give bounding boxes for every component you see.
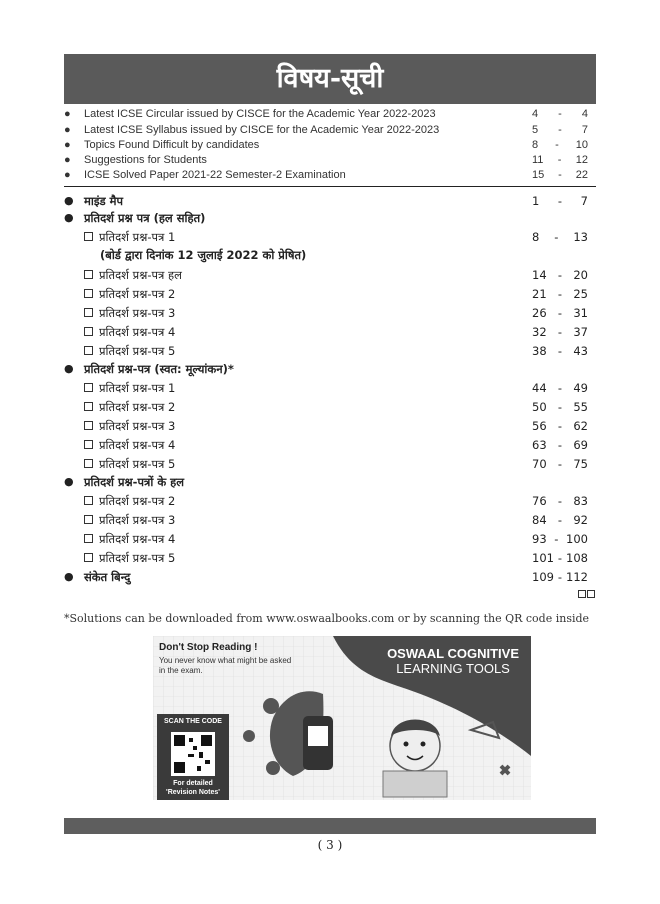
toc-label: प्रतिदर्श प्रश्न-पत्रों के हल (84, 475, 185, 489)
brand-title: OSWAAL COGNITIVE LEARNING TOOLS (387, 646, 519, 676)
toc-label: प्रतिदर्श प्रश्न-पत्र 1 (99, 381, 176, 395)
page-title: विषय-सूची (64, 54, 596, 104)
page-to: 55 (573, 400, 588, 414)
toc-label: संकेत बिन्दु (84, 570, 131, 584)
toc-label: Latest ICSE Circular issued by CISCE for the Academic Year 2022-2023 (84, 108, 436, 120)
page-to: 43 (573, 344, 588, 358)
page-to: 83 (573, 494, 588, 508)
page-to: 10 (575, 139, 588, 151)
page-number: ( 3 ) (317, 838, 343, 852)
page-to: 37 (573, 325, 588, 339)
toc-label: प्रतिदर्श प्रश्न-पत्र 3 (99, 513, 176, 527)
checkbox-icon (84, 270, 93, 279)
page-from: 76 (532, 494, 547, 508)
checkbox-icon (84, 496, 93, 505)
page-from: 109 (532, 570, 554, 584)
icon-circle (243, 730, 255, 742)
page-from: 50 (532, 400, 547, 414)
page-from: 32 (532, 325, 547, 339)
page-from: 14 (532, 268, 547, 282)
page-to: 92 (573, 513, 588, 527)
toc-label: प्रतिदर्श प्रश्न-पत्र 2 (99, 494, 176, 508)
page-from: 4 (532, 108, 539, 120)
page-from: 8 (532, 230, 540, 244)
checkbox-icon (84, 327, 93, 336)
checkbox-icon (84, 289, 93, 298)
page-to: 7 (581, 124, 588, 136)
scan-label: SCAN THE CODE (164, 718, 222, 725)
page-to: 112 (566, 570, 588, 584)
bullet-icon: ● (64, 475, 74, 488)
page-from: 38 (532, 344, 547, 358)
checkbox-icon (84, 459, 93, 468)
toc-label: Suggestions for Students (84, 154, 207, 166)
toc-label: प्रतिदर्श प्रश्न-पत्र हल (99, 268, 182, 282)
icon-circle (266, 761, 280, 775)
page-from: 93 (532, 532, 547, 546)
page-to: 22 (575, 169, 588, 181)
page-to: 75 (573, 457, 588, 471)
plus-icon (501, 766, 509, 774)
toc-label: माइंड मैप (84, 194, 124, 208)
checkbox-icon (84, 308, 93, 317)
toc-label: प्रतिदर्श प्रश्न-पत्र 1 (99, 230, 176, 244)
page-from: 5 (532, 124, 539, 136)
toc-label: Topics Found Difficult by candidates (84, 139, 260, 151)
page-from: 8 (532, 139, 539, 151)
checkbox-icon (84, 440, 93, 449)
page-from: 101 (532, 551, 554, 565)
page-to: 62 (573, 419, 588, 433)
checkbox-icon (84, 515, 93, 524)
checkbox-icon (84, 534, 93, 543)
checkbox-icon (84, 553, 93, 562)
page-from: 70 (532, 457, 547, 471)
page-to: 69 (573, 438, 588, 452)
toc-label: प्रतिदर्श प्रश्न-पत्र 4 (99, 532, 176, 546)
section-divider (64, 186, 596, 187)
checkbox-icon (84, 421, 93, 430)
icon-circle (263, 698, 279, 714)
bullet-icon: ● (64, 154, 71, 166)
page-from: 15 (532, 169, 545, 181)
end-marks (578, 590, 596, 601)
page-to: 12 (575, 154, 588, 166)
page-from: 1 (532, 194, 540, 208)
toc-label: प्रतिदर्श प्रश्न-पत्र 2 (99, 287, 176, 301)
page-to: 31 (573, 306, 588, 320)
bullet-icon: ● (64, 570, 74, 583)
toc-label: प्रतिदर्श प्रश्न पत्र (हल सहित) (84, 211, 206, 225)
page-from: 84 (532, 513, 547, 527)
checkbox-icon (84, 402, 93, 411)
bullet-icon: ● (64, 124, 71, 136)
page-to: 100 (566, 532, 588, 546)
promo-banner[interactable] (153, 636, 531, 800)
checkbox-icon (84, 383, 93, 392)
toc-label: प्रतिदर्श प्रश्न-पत्र 3 (99, 419, 176, 433)
page-to: 108 (566, 551, 588, 565)
page-to: 20 (573, 268, 588, 282)
checkbox-icon (84, 232, 93, 241)
toc-label: प्रतिदर्श प्रश्न-पत्र 4 (99, 325, 176, 339)
bullet-icon: ● (64, 108, 71, 120)
page-to: 4 (581, 108, 588, 120)
bullet-icon: ● (64, 211, 74, 224)
bullet-icon: ● (64, 194, 74, 207)
page-to: 7 (580, 194, 588, 208)
revision-notes-label: For detailed 'Revision Notes' (166, 780, 220, 796)
toc-label: प्रतिदर्श प्रश्न-पत्र 5 (99, 457, 176, 471)
promo-subline: You never know what might be asked in the exam. (159, 656, 292, 675)
page-from: 63 (532, 438, 547, 452)
square-icon (587, 590, 595, 598)
page-to: 49 (573, 381, 588, 395)
toc-label: प्रतिदर्श प्रश्न-पत्र 4 (99, 438, 176, 452)
page-from: 21 (532, 287, 547, 301)
toc-label: प्रतिदर्श प्रश्न-पत्र 3 (99, 306, 176, 320)
footer-bar (64, 818, 596, 834)
solutions-note: *Solutions can be downloaded from www.oswaalbooks.com or by scanning the QR code inside (64, 612, 590, 625)
toc-label: ICSE Solved Paper 2021-22 Semester-2 Examination (84, 169, 346, 181)
page-from: 44 (532, 381, 547, 395)
toc-label: प्रतिदर्श प्रश्न-पत्र 2 (99, 400, 176, 414)
promo-headline: Don't Stop Reading ! (159, 642, 258, 653)
page-to: 25 (573, 287, 588, 301)
page-from: 56 (532, 419, 547, 433)
checkbox-icon (84, 346, 93, 355)
book-icon (383, 771, 447, 797)
toc-label: Latest ICSE Syllabus issued by CISCE for the Academic Year 2022-2023 (84, 124, 440, 136)
toc-label: प्रतिदर्श प्रश्न-पत्र 5 (99, 551, 176, 565)
toc-label: प्रतिदर्श प्रश्न-पत्र (स्वत: मूल्यांकन)* (84, 362, 234, 376)
bullet-icon: ● (64, 362, 74, 375)
bullet-icon: ● (64, 139, 71, 151)
bullet-icon: ● (64, 169, 71, 181)
square-icon (578, 590, 586, 598)
page-from: 26 (532, 306, 547, 320)
toc-label: प्रतिदर्श प्रश्न-पत्र 5 (99, 344, 176, 358)
page-from: 11 (532, 154, 544, 166)
page-to: 13 (573, 230, 588, 244)
